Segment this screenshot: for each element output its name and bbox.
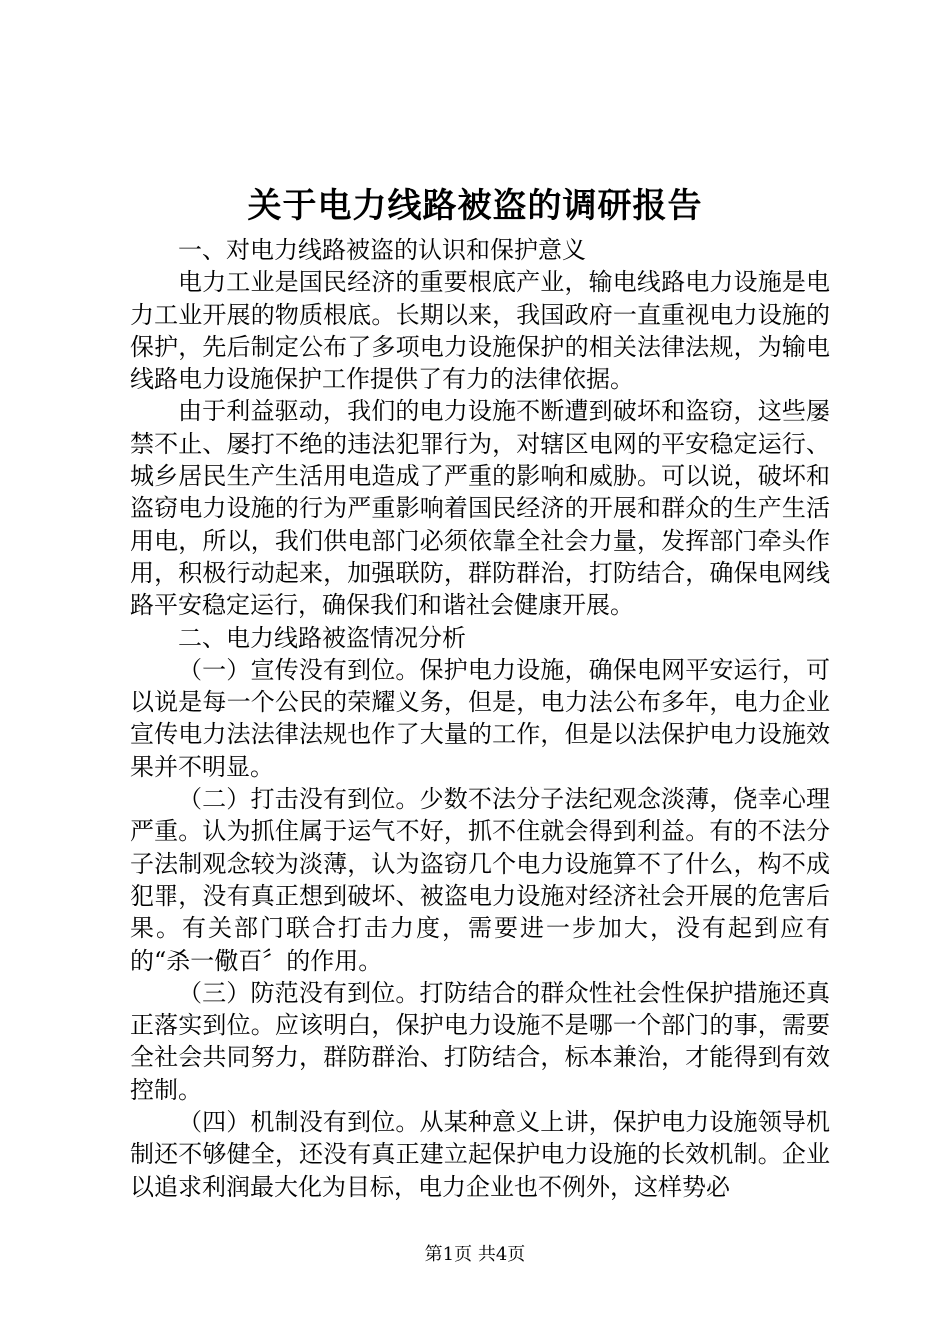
paragraph: （一）宣传没有到位。保护电力设施，确保电网平安运行，可以说是每一个公民的荣耀义务，但是，电力法公布多年，电力企业宣传电力法法律法规也作了大量的工作，但是以法保护电力设施效果并不明显。 bbox=[130, 655, 830, 781]
section-heading-2: 二、电力线路被盗情况分析 bbox=[178, 623, 466, 652]
paragraph: 电力工业是国民经济的重要根底产业，输电线路电力设施是电力工业开展的物质根底。长期以来，我国政府一直重视电力设施的保护，先后制定公布了多项电力设施保护的相关法律法规，为输电线路电力设施保护工作提供了有力的法律依据。 bbox=[130, 268, 830, 394]
paragraph: （三）防范没有到位。打防结合的群众性社会性保护措施还真正落实到位。应该明白，保护电力设施不是哪一个部门的事，需要全社会共同努力，群防群治、打防结合，标本兼治，才能得到有效控制。 bbox=[130, 978, 830, 1104]
document-title: 关于电力线路被盗的调研报告 bbox=[247, 186, 703, 226]
page-footer: 第1页 共4页 bbox=[424, 1244, 526, 1265]
document-body bbox=[130, 234, 830, 1203]
paragraph: （二）打击没有到位。少数不法分子法纪观念淡薄，侥幸心理严重。认为抓住属于运气不好，抓不住就会得到利益。有的不法分子法制观念较为淡薄，认为盗窃几个电力设施算不了什么，构不成犯罪，没有真正想到破坏、被盗电力设施对经济社会开展的危害后果。有关部门联合打击力度，需要进一步加大，没有起到应有的“杀一儆百〞的作用。 bbox=[130, 785, 830, 975]
paragraph: 由于利益驱动，我们的电力设施不断遭到破坏和盗窃，这些屡禁不止、屡打不绝的违法犯罪行为，对辖区电网的平安稳定运行、城乡居民生产生活用电造成了严重的影响和威胁。可以说，破坏和盗窃电力设施的行为严重影响着国民经济的开展和群众的生产生活用电，所以，我们供电部门必须依靠全社会力量，发挥部门牵头作用，积极行动起来，加强联防，群防群治，打防结合，确保电网线路平安稳定运行，确保我们和谐社会健康开展。 bbox=[130, 397, 830, 620]
paragraph: （四）机制没有到位。从某种意义上讲，保护电力设施领导机制还不够健全，还没有真正建立起保护电力设施的长效机制。企业以追求利润最大化为目标，电力企业也不例外，这样势必 bbox=[130, 1108, 830, 1201]
section-heading-1: 一、对电力线路被盗的认识和保护意义 bbox=[178, 236, 586, 264]
